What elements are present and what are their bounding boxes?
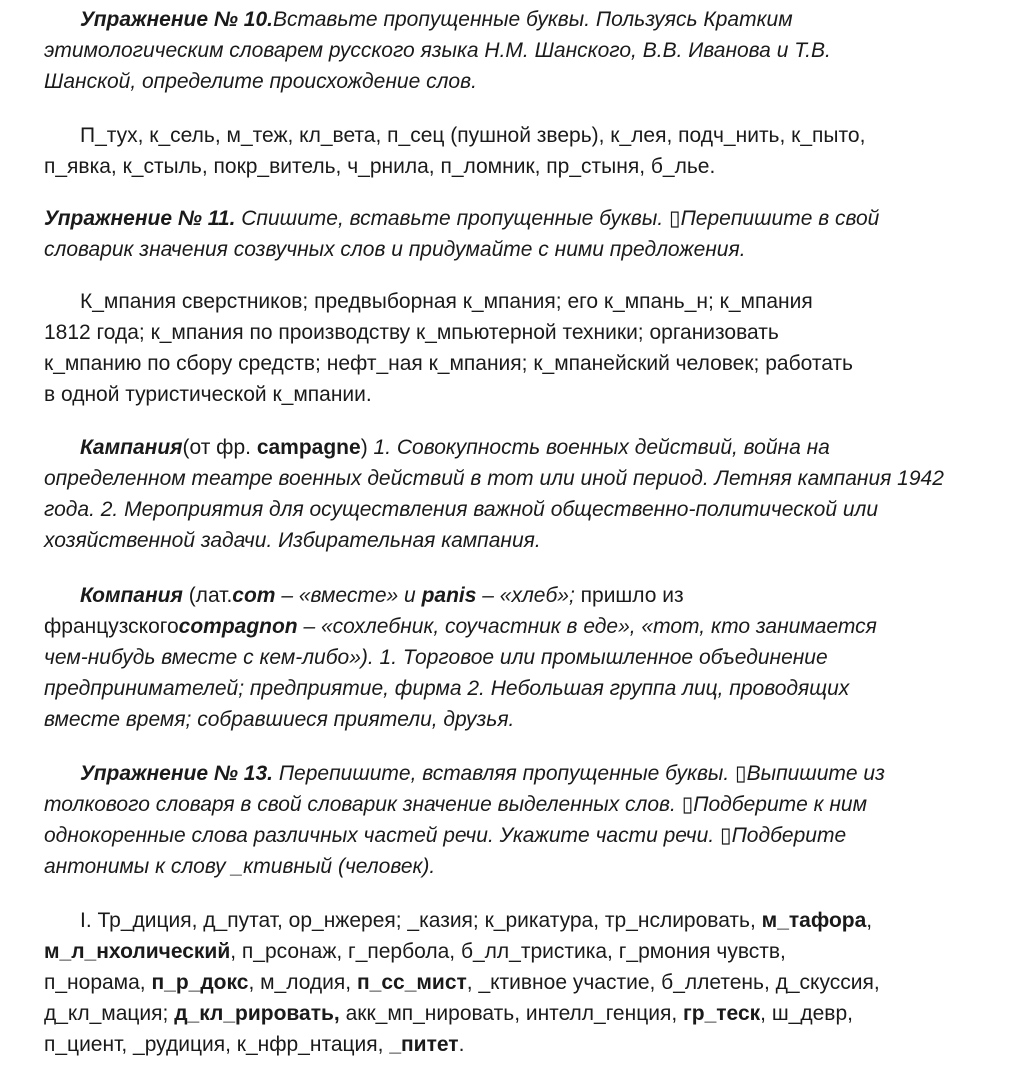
- exercise-11-task: Упражнение № 11. Спишите, вставьте пропущенные буквы. ▯Перепишите в свой словарик значения созвучных слов и придумайте с ними предложения.: [44, 203, 984, 265]
- ex10-line-2: этимологическим словарем русского языка Н.М. Шанского, В.В. Иванова и Т.В.: [44, 39, 831, 62]
- ex13-heading: Упражнение № 13.: [80, 762, 273, 785]
- ex10-heading: Упражнение № 10.: [80, 8, 273, 31]
- ex10-line-1: Упражнение № 10.Вставьте пропущенные буквы. Пользуясь Кратким: [80, 8, 793, 31]
- ex11-line-2: словарик значения созвучных слов и придумайте с ними предложения.: [44, 238, 746, 261]
- definition-kampania: Кампания(от фр. campagne) 1. Совокупность военных действий, война на определенном театре военных действий в тот или иной период. Летняя кампания 1942 года. 2. Мероприятия для осуществления важной общественно-политической или хозяйственной задачи. Избирательная кампания.: [44, 436, 944, 552]
- ex10-words-line-2: п_явка, к_стыль, покр_витель, ч_рнила, п_ломник, пр_стыня, б_лье.: [44, 155, 716, 178]
- exercise-11-text: К_мпания сверстников; предвыборная к_мпания; его к_мпань_н; к_мпания 1812 года; к_мпания по производству к_мпьютерной техники; организовать к_мпанию по сбору средств; нефт_ная к_мпания; к_мпанейский человек; работать в одной туристической к_мпании.: [44, 290, 853, 406]
- box-glyph-icon: ▯: [681, 793, 694, 816]
- ex11-heading: Упражнение № 11.: [44, 207, 236, 230]
- definition-kompania: Компания (лат.com – «вместе» и panis – «хлеб»; пришло из французскогоcompagnon – «сохлебник, соучастник в еде», «тот, кто занимается чем-нибудь вместе с кем-либо»). 1. Торговое или промышленное объединение предпринимателей; предприятие, фирма 2. Небольшая группа лиц, проводящих вместе время; собравшиеся приятели, друзья.: [44, 584, 877, 731]
- exercise-13-words: I. Тр_диция, д_путат, ор_нжерея; _казия; к_рикатура, тр_нслировать, м_тафора, м_л_нхолический, п_рсонаж, г_пербола, б_лл_тристика, г_рмония чувств, п_норама, п_р_докс, м_лодия, п_сс_мист, _ктивное участие, б_ллетень, д_скуссия, д_кл_мация; д_кл_рировать, акк_мп_нировать, интелл_генция, гр_теск, ш_девр, п_циент, _рудиция, к_нфр_нтация, _питет.: [44, 909, 880, 1056]
- ex10-words-line-1: П_тух, к_сель, м_теж, кл_вета, п_сец (пушной зверь), к_лея, подч_нить, к_пыто,: [80, 124, 866, 147]
- exercise-10-task: [44, 4, 984, 97]
- box-glyph-icon: ▯: [669, 207, 681, 230]
- exercise-13-task: Упражнение № 13. Перепишите, вставляя пропущенные буквы. ▯Выпишите из толкового словаря в свой словарик значение выделенных слов. ▯Подберите к ним однокоренные слова различных частей речи. Укажите части речи. ▯Подберите антонимы к слову _ктивный (человек).: [44, 762, 885, 878]
- exercise-10-words: [44, 120, 984, 182]
- box-glyph-icon: ▯: [720, 824, 732, 847]
- ex10-line-3: Шанской, определите происхождение слов.: [44, 70, 477, 93]
- box-glyph-icon: ▯: [735, 762, 747, 785]
- term-kompania: Компания: [80, 584, 183, 607]
- term-kampania: Кампания: [80, 436, 183, 459]
